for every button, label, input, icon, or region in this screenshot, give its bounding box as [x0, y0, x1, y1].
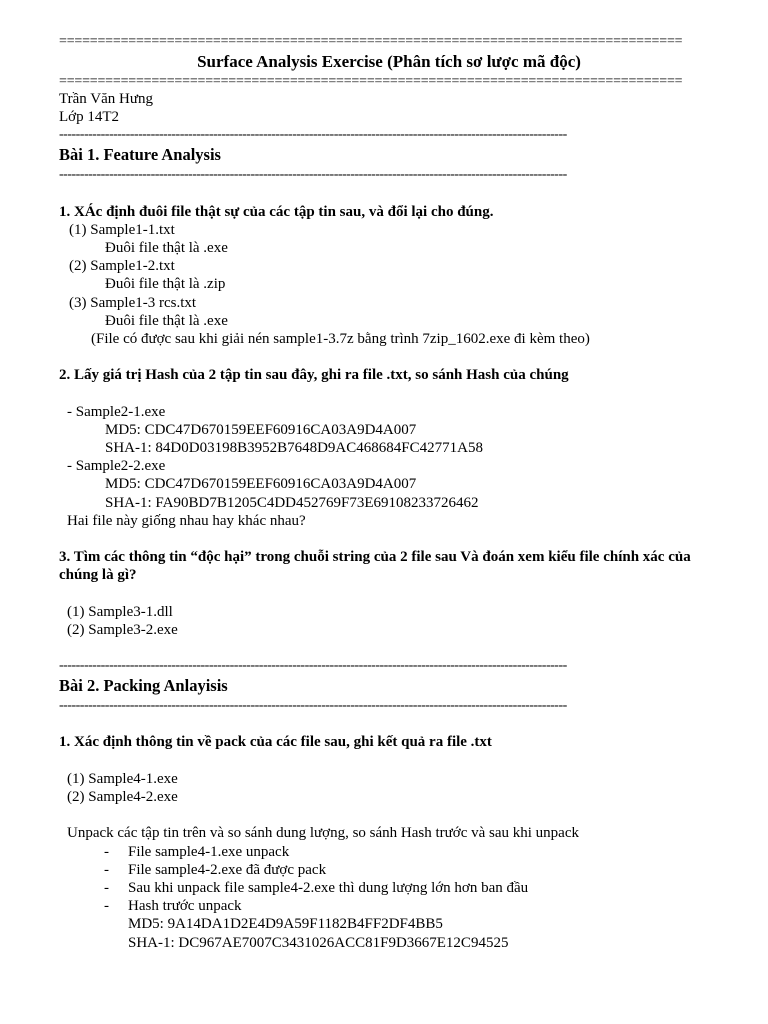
- section1-top-rule: --------------------------------------------------------------------------------------------------------------------------: [59, 127, 567, 143]
- s2-bullet-item: [59, 879, 719, 897]
- s1-q2-file: - Sample2-1.exe: [67, 403, 166, 420]
- s1-q1-note: (File có được sau khi giải nén sample1-3.7z bằng trình 7zip_1602.exe đi kèm theo): [91, 330, 590, 347]
- s1-q1-item: (1) Sample1-1.txt: [69, 221, 175, 238]
- s2-hash-sha1: SHA-1: DC967AE7007C3431026ACC81F9D3667E12C94525: [128, 934, 509, 951]
- bullet-text: File sample4-1.exe unpack: [128, 843, 290, 860]
- s2-bullet-item: [59, 843, 719, 861]
- s2-bullet-item: [59, 861, 719, 879]
- section2-top-rule: --------------------------------------------------------------------------------------------------------------------------: [59, 658, 567, 674]
- s1-q1-answer: Đuôi file thật là .exe: [105, 239, 228, 256]
- s2-q1-task: Unpack các tập tin trên và so sánh dung lượng, so sánh Hash trước và sau khi unpack: [67, 825, 579, 842]
- section1-bottom-rule: --------------------------------------------------------------------------------------------------------------------------: [59, 167, 567, 183]
- bullet-text: Sau khi unpack file sample4-2.exe thì dung lượng lớn hơn ban đầu: [128, 879, 529, 896]
- s1-q2-md5: MD5: CDC47D670159EEF60916CA03A9D4A007: [105, 476, 417, 493]
- section2-heading: Bài 2. Packing Anlayisis: [59, 676, 228, 696]
- bullet-text: File sample4-2.exe đã được pack: [128, 861, 327, 878]
- s1-q2-title: 2. Lấy giá trị Hash của 2 tập tin sau đây, ghi ra file .txt, so sánh Hash của chúng: [59, 367, 569, 384]
- class-name: Lớp 14T2: [59, 109, 120, 126]
- bullet-dash: -: [104, 843, 109, 860]
- s1-q3-item: (1) Sample3-1.dll: [67, 603, 173, 620]
- s1-q2-file: - Sample2-2.exe: [67, 458, 166, 475]
- s2-bullet-item: [59, 897, 719, 915]
- top-rule: =================================================================================: [59, 34, 683, 49]
- s1-q2-sha1: SHA-1: FA90BD7B1205C4DD452769F73E69108233726462: [105, 494, 479, 511]
- s2-q1-title: 1. Xác định thông tin về pack của các file sau, ghi kết quả ra file .txt: [59, 734, 492, 751]
- section2-bottom-rule: --------------------------------------------------------------------------------------------------------------------------: [59, 698, 567, 714]
- s2-hash-md5: MD5: 9A14DA1D2E4D9A59F1182B4FF2DF4BB5: [128, 916, 443, 933]
- s2-q1-item: (2) Sample4-2.exe: [67, 789, 178, 806]
- bullet-dash: -: [104, 861, 109, 878]
- s1-q2-sha1: SHA-1: 84D0D03198B3952B7648D9AC468684FC42771A58: [105, 440, 483, 456]
- s2-q1-item: (1) Sample4-1.exe: [67, 770, 178, 787]
- s1-q2-question: Hai file này giống nhau hay khác nhau?: [67, 512, 306, 529]
- bullet-text: Hash trước unpack: [128, 898, 242, 915]
- bullet-dash: -: [104, 879, 109, 896]
- bullet-dash: -: [104, 898, 109, 915]
- s1-q1-answer: Đuôi file thật là .exe: [105, 312, 228, 329]
- title-rule: =================================================================================: [59, 74, 683, 89]
- document-page: [59, 34, 719, 952]
- s1-q2-md5: MD5: CDC47D670159EEF60916CA03A9D4A007: [105, 421, 417, 438]
- s1-q1-item: (2) Sample1-2.txt: [69, 258, 175, 275]
- s1-q1-title: 1. XÁc định đuôi file thật sự của các tập tin sau, và đổi lại cho đúng.: [59, 203, 494, 220]
- section1-heading: Bài 1. Feature Analysis: [59, 145, 221, 165]
- s1-q1-answer: Đuôi file thật là .zip: [105, 276, 226, 293]
- s1-q3-item: (2) Sample3-2.exe: [67, 621, 178, 638]
- s1-q1-item: (3) Sample1-3 rcs.txt: [69, 294, 197, 311]
- document-title: Surface Analysis Exercise (Phân tích sơ lược mã độc): [197, 52, 581, 71]
- s1-q3-title: 3. Tìm các thông tin “độc hại” trong chuỗi string của 2 file sau Và đoán xem kiểu file chính xác của chúng là gì?: [59, 549, 691, 584]
- author-name: Trần Văn Hưng: [59, 91, 153, 107]
